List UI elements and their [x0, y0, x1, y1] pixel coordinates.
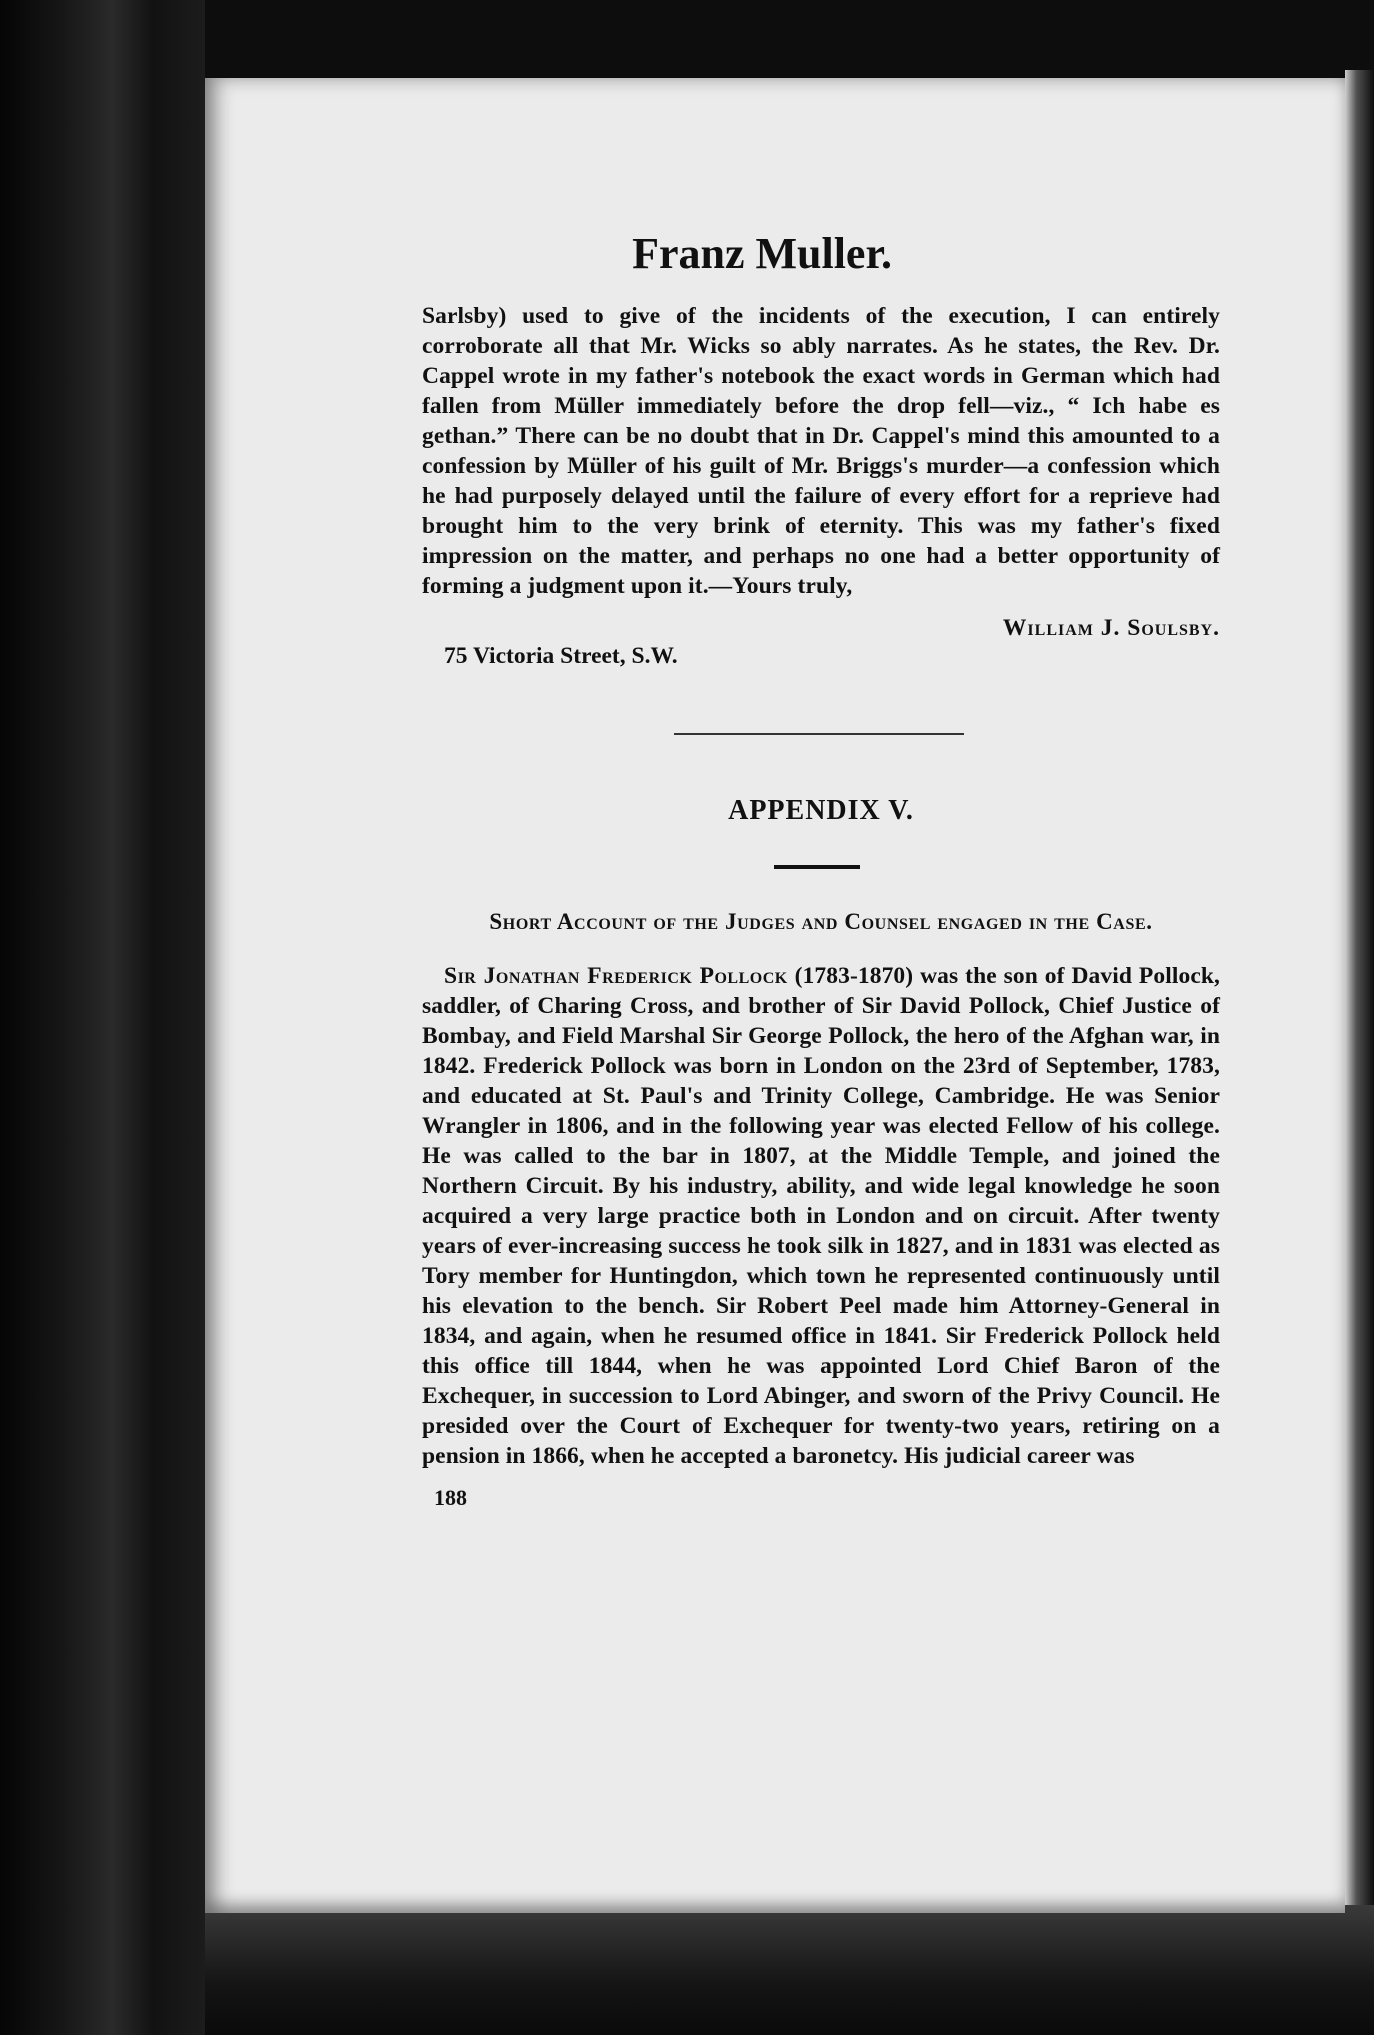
- biography-paragraph: [422, 961, 1220, 1471]
- appendix-title: APPENDIX V.: [728, 795, 914, 826]
- signature-name: William J. Soulsby.: [1002, 615, 1220, 641]
- scan-top-edge: [205, 0, 1374, 78]
- scan-right-edge: [1345, 70, 1374, 1940]
- scan-bottom-edge: [205, 1905, 1374, 2035]
- letter-signature-block: [422, 609, 1220, 673]
- sender-address: 75 Victoria Street, S.W.: [444, 643, 678, 669]
- title-rule: [774, 865, 860, 869]
- scan-left-edge: [0, 0, 205, 2035]
- section-heading: Short Account of the Judges and Counsel engaged in the Case.: [489, 909, 1153, 934]
- letter-paragraph: Sarlsby) used to give of the incidents of the execution, I can entirely corroborate all that Mr. Wicks so ably narrates. As he states, the Rev. Dr. Cappel wrote in my father's notebook the exact words in German which had fallen from Müller immediately before the drop fell—viz., “ Ich habe es gethan.” There can be no doubt that in Dr. Cappel's mind this amounted to a confession by Müller of his guilt of Mr. Briggs's murder—a confession which he had purposely delayed until the failure of every effort for a reprieve had brought him to the very brink of eternity. This was my father's fixed impression on the matter, and perhaps no one had a better opportunity of forming a judgment upon it.—Yours truly,: [422, 303, 1220, 599]
- page-content: [222, 228, 1222, 1511]
- biography-lead-name: Sir Jonathan Frederick Pollock: [444, 963, 788, 989]
- running-head: Franz Muller.: [632, 229, 892, 278]
- biography-text: (1783-1870) was the son of David Pollock, saddler, of Charing Cross, and brother of Sir David Pollock, Chief Justice of Bombay, and Field Marshal Sir George Pollock, the hero of the Afghan war, in 1842. Frederick Pollock was born in London on the 23rd of September, 1783, and educated at St. Paul's and Trinity College, Cambridge. He was Senior Wrangler in 1806, and in the following year was elected Fellow of his college. He was called to the bar in 1807, at the Middle Temple, and joined the Northern Circuit. By his industry, ability, and wide legal knowledge he soon acquired a very large practice both in London and on circuit. After twenty years of ever-increasing success he took silk in 1827, and in 1831 was elected as Tory member for Huntingdon, which town he represented continuously until his elevation to the bench. Sir Robert Peel made him Attorney-General in 1834, and again, when he resumed office in 1841. Sir Frederick Pollock held this office till 1844, when he was appointed Lord Chief Baron of the Exchequer, in succession to Lord Abinger, and sworn of the Privy Council. He presided over the Court of Exchequer for twenty-two years, retiring on a pension in 1866, when he accepted a baronetcy. His judicial career was: [422, 963, 1220, 1469]
- section-divider: [674, 733, 964, 735]
- page-number: 188: [434, 1485, 467, 1510]
